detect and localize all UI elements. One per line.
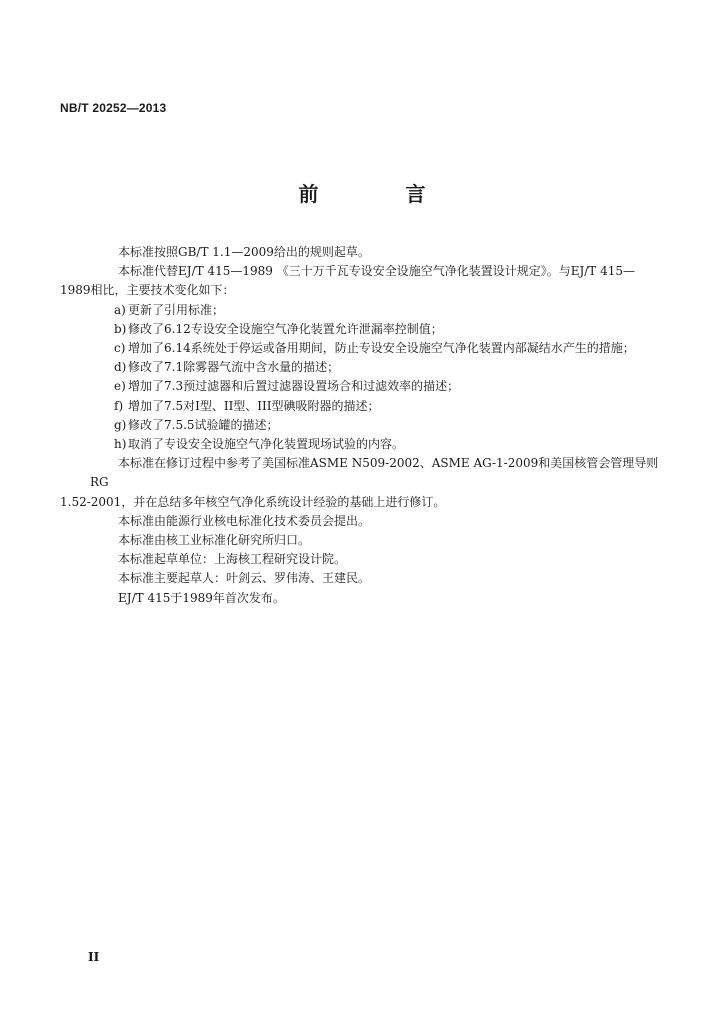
list-marker: e)	[114, 379, 126, 394]
list-item	[90, 397, 670, 416]
paragraph-replaces-cont: 1989相比，主要技术变化如下：	[60, 283, 235, 298]
paragraph-drafting-rules: 本标准按照GB/T 1.1—2009给出的规则起草。	[118, 245, 370, 259]
list-item	[90, 358, 670, 377]
body-text	[60, 243, 670, 608]
change-list	[90, 301, 670, 455]
paragraph-proposed-by: 本标准由能源行业核电标准化技术委员会提出。	[118, 513, 371, 528]
list-item-text: 增加了7.5对I型、II型、III型碘吸附器的描述；	[128, 398, 380, 413]
list-item-text: 修改了7.5.5试验罐的描述；	[128, 417, 279, 432]
list-marker: g)	[114, 417, 127, 432]
list-item	[90, 377, 670, 396]
list-marker: b)	[114, 321, 127, 336]
paragraph-references-cont: 1.52-2001，并在总结多年核空气净化系统设计经验的基础上进行修订。	[60, 494, 446, 509]
list-marker: a)	[114, 302, 126, 317]
standard-code: NB/T 20252—2013	[60, 101, 167, 115]
paragraph-replaces: 本标准代替EJ/T 415—1989 《三十万千瓦专设安全设施空气净化装置设计规定》。与EJ/T 415—	[118, 264, 636, 279]
paragraph-first-release: EJ/T 415于1989年首次发布。	[118, 590, 285, 605]
list-marker: f)	[114, 398, 124, 413]
list-item-text: 修改了6.12专设安全设施空气净化装置允许泄漏率控制值；	[128, 321, 443, 336]
list-item	[90, 301, 670, 320]
list-item-text: 取消了专设安全设施空气净化装置现场试验的内容。	[128, 437, 405, 452]
list-item-text: 增加了6.14系统处于停运或备用期间，防止专设安全设施空气净化装置内部凝结水产生的措施；	[128, 341, 635, 356]
paragraph-drafters: 本标准主要起草人：叶剑云、罗伟涛、王建民。	[118, 571, 371, 586]
list-marker: d)	[114, 360, 127, 375]
list-marker: c)	[114, 341, 126, 356]
paragraph-drafting-unit: 本标准起草单位：上海核工程研究设计院。	[118, 552, 347, 567]
paragraph-references: 本标准在修订过程中参考了美国标准ASME N509-2002、ASME AG-1-2009和美国核管会管理导则RG	[90, 456, 659, 490]
list-item	[90, 416, 670, 435]
list-item-text: 更新了引用标准；	[128, 302, 225, 317]
list-item	[90, 339, 670, 358]
page-number: II	[88, 950, 100, 964]
page-title: 前 言	[298, 182, 466, 206]
list-item-text: 增加了7.3预过滤器和后置过滤器设置场合和过滤效率的描述；	[128, 379, 460, 394]
list-item	[90, 320, 670, 339]
list-item-text: 修改了7.1除雾器气流中含水量的描述；	[128, 360, 340, 375]
paragraph-administered-by: 本标准由核工业标准化研究所归口。	[118, 533, 311, 548]
list-item	[90, 435, 670, 454]
list-marker: h)	[114, 437, 127, 452]
